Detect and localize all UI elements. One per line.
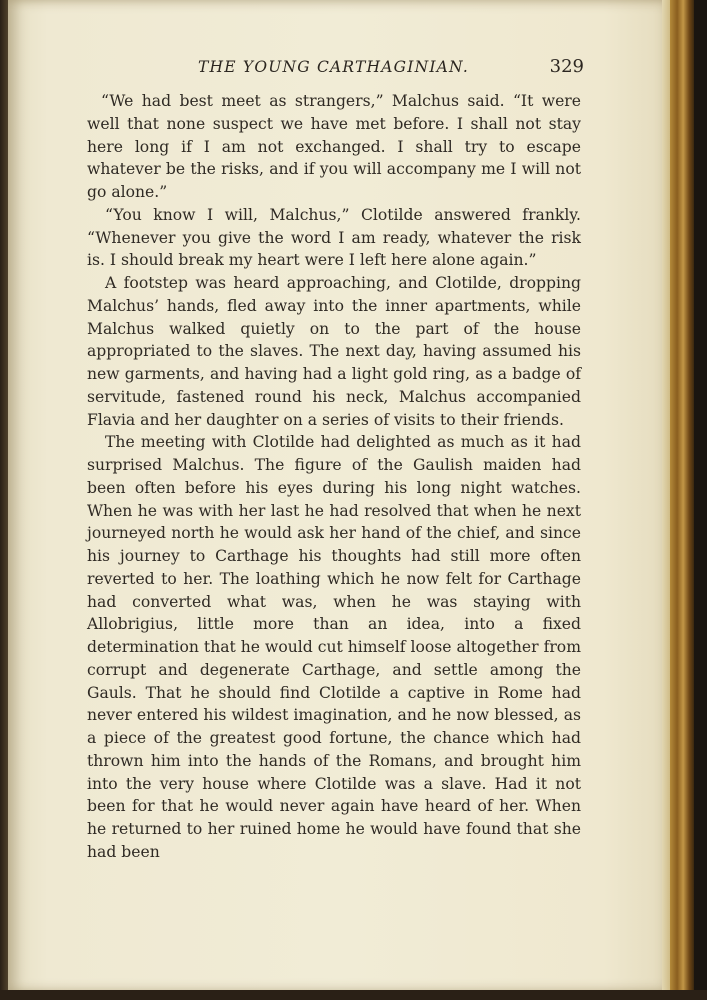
bottom-shadow	[0, 990, 707, 1000]
page-header	[80, 56, 584, 82]
paragraph: “You know I will, Malchus,” Clotilde answered frankly. “Whenever you give the word I am ready, whatever the risk is. I should break my heart were I left here alone again.”	[87, 205, 581, 270]
running-title: THE YOUNG CARTHAGINIAN.	[198, 58, 469, 76]
page-number: 329	[549, 56, 584, 77]
paragraph: “We had best meet as strangers,” Malchus said. “It were well that none suspect we have met before. I shall not stay here long if I am not exchanged. I shall try to escape whatever be the risks, and if you will accompany me I will not go alone.”	[87, 92, 581, 201]
book-cover-edge	[670, 0, 694, 992]
paragraph: A footstep was heard approaching, and Clotilde, dropping Malchus’ hands, fled away into the inner apartments, while Malchus walked quietly on to the part of the house appropriated to the slaves. The next day, having assumed his new garments, and having had a light gold ring, as a badge of servitude, fastened round his neck, Malchus accompanied Flavia and her daughter on a series of visits to their friends.	[87, 274, 581, 429]
body-text	[87, 90, 581, 864]
paragraph: The meeting with Clotilde had delighted as much as it had surprised Malchus. The figure of the Gaulish maiden had been often before his eyes during his long night watches. When he was with her last he had resolved that when he next journeyed north he would ask her hand of the chief, and since his journey to Carthage his thoughts had still more often reverted to her. The loathing which he now felt for Carthage had converted what was, when he was staying with Allobrigius, little more than an idea, into a fixed determination that he would cut himself loose altogether from corrupt and degenerate Carthage, and settle among the Gauls. That he should find Clotilde a captive in Rome had never entered his wildest imagination, and he now blessed, as a piece of the greatest good fortune, the chance which had thrown him into the hands of the Romans, and brought him into the very house where Clotilde was a slave. Had it not been for that he would never again have heard of her. When he returned to her ruined home he would have found that she had been	[87, 433, 581, 861]
